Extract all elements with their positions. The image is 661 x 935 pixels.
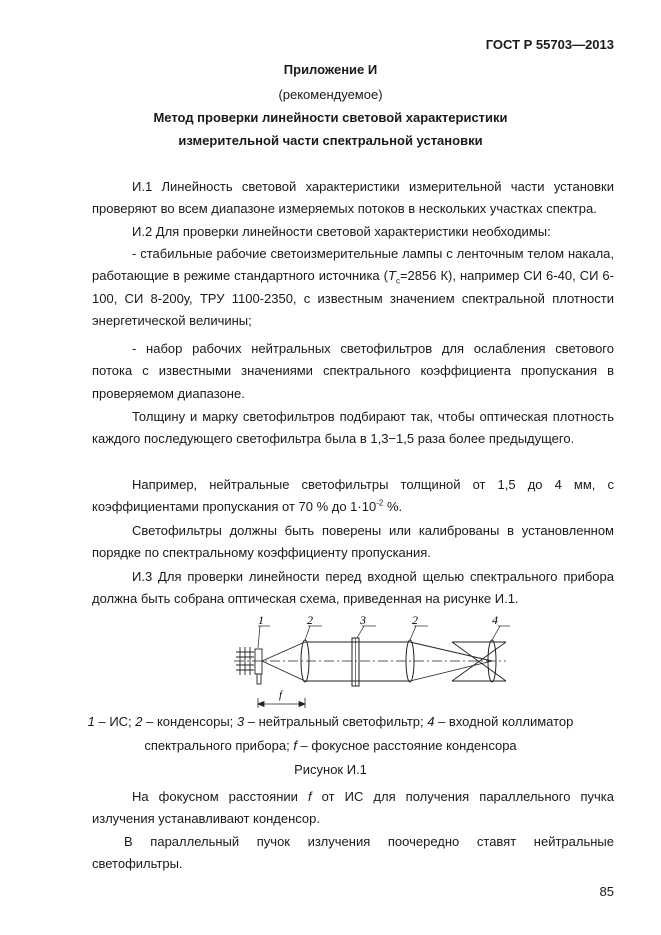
optical-scheme-figure bbox=[230, 612, 510, 712]
paragraph-4: - набор рабочих нейтральных светофильтров для ослабления светового потока с известными значениями спектрального коэффициента пропускания в проверяемом диапазоне. bbox=[92, 341, 614, 401]
figure-caption-line1: 1 – ИС; 2 – конденсоры; 3 – нейтральный светофильтр; 4 – входной коллиматор bbox=[87, 714, 574, 729]
appendix-heading-line1: Метод проверки линейности световой характеристики bbox=[153, 110, 508, 125]
appendix-status: (рекомендуемое) bbox=[278, 87, 383, 102]
paragraph-6: Например, нейтральные светофильтры толщиной от 1,5 до 4 мм, с коэффициентами пропускания от 70 % до $1\cdot 10^{-2}$ %. bbox=[92, 477, 614, 515]
paragraph-10: В параллельный пучок излучения поочередно ставят нейтральные светофильтры. bbox=[92, 834, 614, 872]
figure-caption-line2: спектрального прибора; f – фокусное расстояние конденсора bbox=[144, 738, 517, 753]
paragraph-9: На фокусном расстоянии f от ИС для получения параллельного пучка излучения устанавливают конденсор. bbox=[92, 789, 614, 827]
appendix-heading-line2: измерительной части спектральной установки bbox=[178, 133, 483, 148]
paragraph-8: И.3 Для проверки линейности перед входной щелью спектрального прибора должна быть собрана оптическая схема, приведенная на рисунке И.1. bbox=[92, 569, 614, 607]
figure-label-3: 3 bbox=[360, 613, 366, 627]
page-number: 85 bbox=[599, 884, 614, 899]
figure-label-2b: 2 bbox=[412, 613, 418, 627]
figure-label-4: 4 bbox=[492, 613, 498, 627]
appendix-title: Приложение И bbox=[283, 62, 378, 77]
document-header: ГОСТ Р 55703—2013 bbox=[485, 37, 614, 52]
paragraph-7: Светофильтры должны быть поверены или калиброваны в установленном порядке по спектральному коэффициенту пропускания. bbox=[92, 523, 614, 561]
paragraph-1: И.1 Линейность световой характеристики измерительной части установки проверяют во всем диапазоне измеряемых потоков в нескольких участках спектра. bbox=[92, 179, 614, 217]
figure-label-f: f bbox=[279, 689, 283, 701]
figure-label-2a: 2 bbox=[307, 613, 313, 627]
figure-label-1: 1 bbox=[258, 613, 264, 627]
paragraph-5: Толщину и марку светофильтров подбирают так, чтобы оптическая плотность каждого последующего светофильтра была в 1,3−1,5 раза более предыдущего. bbox=[92, 409, 614, 447]
light-source-lamp bbox=[236, 647, 262, 684]
paragraph-2: И.2 Для проверки линейности световой характеристики необходимы: bbox=[132, 224, 551, 239]
beam-lines bbox=[262, 642, 506, 681]
paragraph-3: - стабильные рабочие светоизмерительные лампы с ленточным телом накала, работающие в режиме стандартного источника ($T_c=2856$ К), например СИ 6-40, СИ 6-100, СИ 8-200у, ТРУ 1100-2350, с известным значением спектральной плотности энергетической величины; bbox=[92, 246, 614, 329]
figure-title: Рисунок И.1 bbox=[294, 762, 367, 777]
